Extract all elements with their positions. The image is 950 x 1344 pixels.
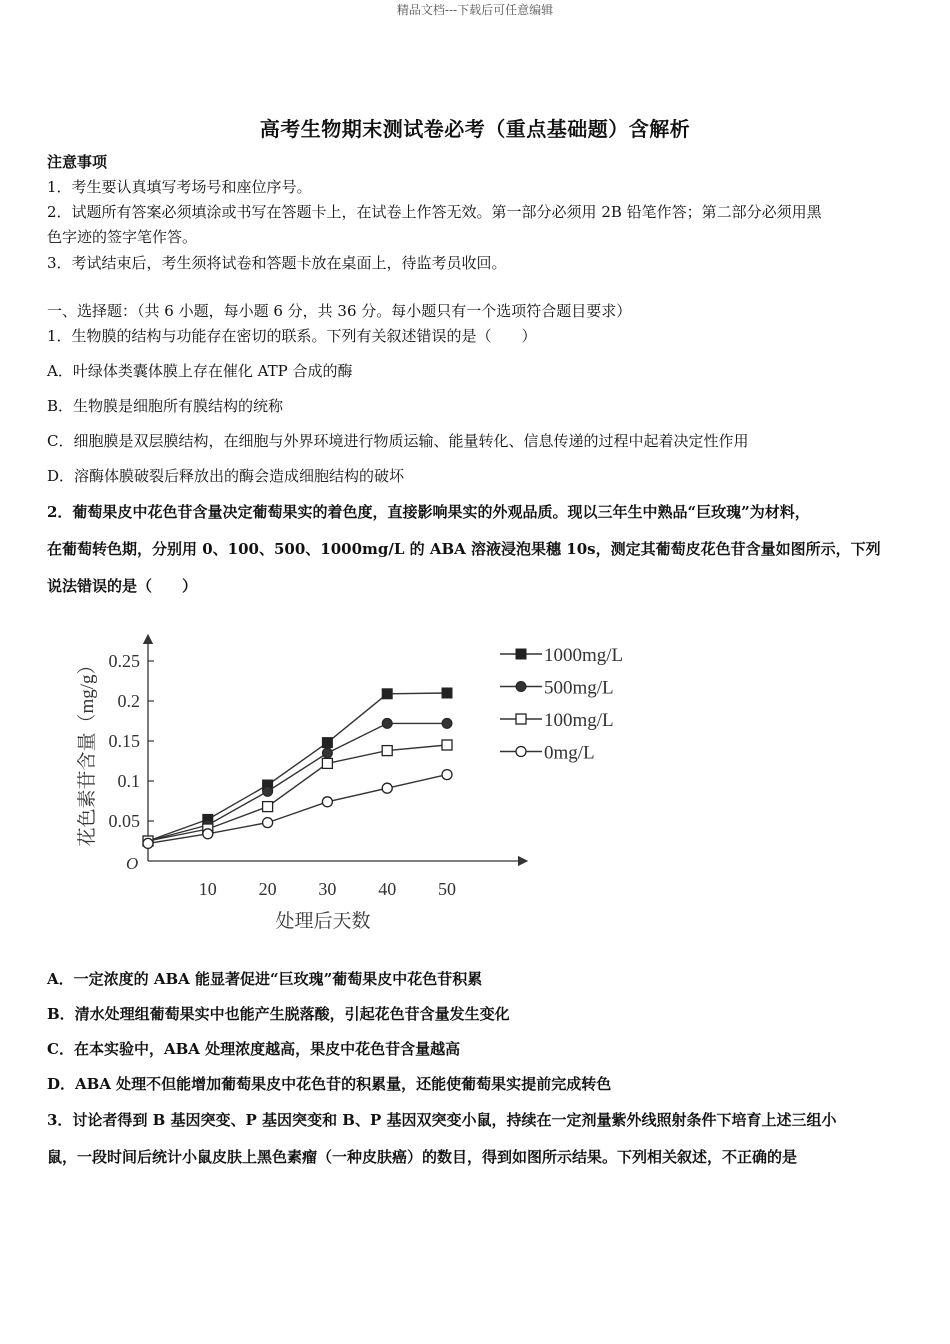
q2-option-c: C．在本实验中，ABA 处理浓度越高，果皮中花色苷含量越高 (47, 1040, 461, 1058)
data-point-1-4 (382, 718, 392, 728)
q2-option-a: A．一定浓度的 ABA 能显著促进“巨玫瑰”葡萄果皮中花色苷积累 (47, 970, 483, 988)
data-point-2-3 (322, 758, 332, 768)
q2-option-b: B．清水处理组葡萄果实中也能产生脱落酸，引起花色苷含量发生变化 (47, 1005, 510, 1023)
x-tick-label: 20 (258, 879, 277, 899)
anthocyanin-line-chart (60, 625, 660, 945)
q1-stem: 1．生物膜的结构与功能存在密切的联系。下列有关叙述错误的是（ ） (47, 327, 537, 345)
data-point-3-1 (203, 829, 213, 839)
data-point-0-5 (442, 688, 452, 698)
legend-marker-2 (516, 714, 526, 724)
q3-stem-line-1: 3．讨论者得到 B 基因突变、P 基因突变和 B、P 基因双突变小鼠，持续在一定剂量紫外线照射条件下培育上述三组小 (47, 1111, 837, 1129)
notice-heading: 注意事项 (47, 153, 108, 171)
x-tick-label: 10 (198, 879, 217, 899)
legend-marker-1 (516, 682, 526, 692)
data-point-1-2 (263, 786, 273, 796)
origin-label: O (126, 854, 139, 873)
y-tick-label: 0.25 (108, 651, 140, 671)
document-title: 高考生物期末测试卷必考（重点基础题）含解析 (259, 117, 691, 141)
data-point-3-2 (263, 818, 273, 828)
y-tick-label: 0.2 (117, 691, 140, 711)
x-tick-label: 50 (438, 879, 456, 899)
notice-item-3: 3．考试结束后，考生须将试卷和答题卡放在桌面上，待监考员收回。 (47, 254, 507, 272)
data-point-0-4 (382, 689, 392, 699)
y-axis-label: 花色素苷含量（mg/g） (77, 655, 98, 847)
x-axis-label: 处理后天数 (275, 911, 371, 932)
q2-stem-line-3: 说法错误的是（ ） (47, 577, 198, 595)
data-point-0-3 (322, 738, 332, 748)
notice-item-2: 2．试题所有答案必须填涂或书写在答题卡上，在试卷上作答无效。第一部分必须用 2B 铅笔作答；第二部分必须用黑 (47, 203, 822, 221)
data-point-2-2 (263, 802, 273, 812)
notice-item-2-continued: 色字迹的签字笔作答。 (47, 228, 198, 246)
header-note: 精品文档---下载后可任意编辑 (396, 3, 554, 17)
data-point-3-4 (382, 783, 392, 793)
q3-stem-line-2: 鼠，一段时间后统计小鼠皮肤上黑色素瘤（一种皮肤癌）的数目，得到如图所示结果。下列相关叙述，不正确的是 (47, 1148, 798, 1166)
data-point-3-3 (322, 797, 332, 807)
data-point-1-3 (322, 748, 332, 758)
data-point-3-0 (143, 838, 153, 848)
notice-item-1: 1．考生要认真填写考场号和座位序号。 (47, 178, 312, 196)
y-tick-label: 0.05 (108, 811, 140, 831)
data-point-1-5 (442, 718, 452, 728)
q1-option-b: B．生物膜是细胞所有膜结构的统称 (47, 397, 284, 415)
section-heading: 一、选择题：（共 6 小题，每小题 6 分，共 36 分。每小题只有一个选项符合题目要求） (47, 302, 632, 320)
data-point-3-5 (442, 770, 452, 780)
legend-marker-0 (516, 649, 526, 659)
legend-label-2: 100mg/L (544, 710, 614, 731)
series-line-2 (148, 745, 447, 841)
q2-option-d: D．ABA 处理不但能增加葡萄果皮中花色苷的积累量，还能使葡萄果实提前完成转色 (47, 1075, 612, 1093)
data-point-2-5 (442, 740, 452, 750)
y-tick-label: 0.1 (117, 771, 140, 791)
q2-stem-line-2: 在葡萄转色期，分别用 0、100、500、1000mg/L 的 ABA 溶液浸泡果穗 10s，测定其葡萄皮花色苷含量如图所示，下列 (47, 540, 881, 558)
y-tick-label: 0.15 (108, 731, 140, 751)
legend-label-1: 500mg/L (544, 677, 614, 699)
legend-label-0: 1000mg/L (544, 645, 624, 666)
legend-label-3: 0mg/L (544, 742, 595, 764)
q1-option-a: A．叶绿体类囊体膜上存在催化 ATP 合成的酶 (47, 362, 353, 380)
x-tick-label: 40 (378, 879, 397, 899)
q1-option-c: C．细胞膜是双层膜结构，在细胞与外界环境进行物质运输、能量转化、信息传递的过程中起着决定性作用 (47, 432, 749, 450)
x-tick-label: 30 (318, 879, 337, 899)
legend-marker-3 (516, 747, 526, 757)
data-point-2-4 (382, 746, 392, 756)
series-line-0 (148, 693, 447, 841)
series-line-1 (148, 723, 447, 841)
q1-option-d: D．溶酶体膜破裂后释放出的酶会造成细胞结构的破坏 (47, 467, 405, 485)
q2-stem-line-1: 2．葡萄果皮中花色苷含量决定葡萄果实的着色度，直接影响果实的外观品质。现以三年生中熟品“巨玫瑰”为材料， (47, 503, 810, 521)
